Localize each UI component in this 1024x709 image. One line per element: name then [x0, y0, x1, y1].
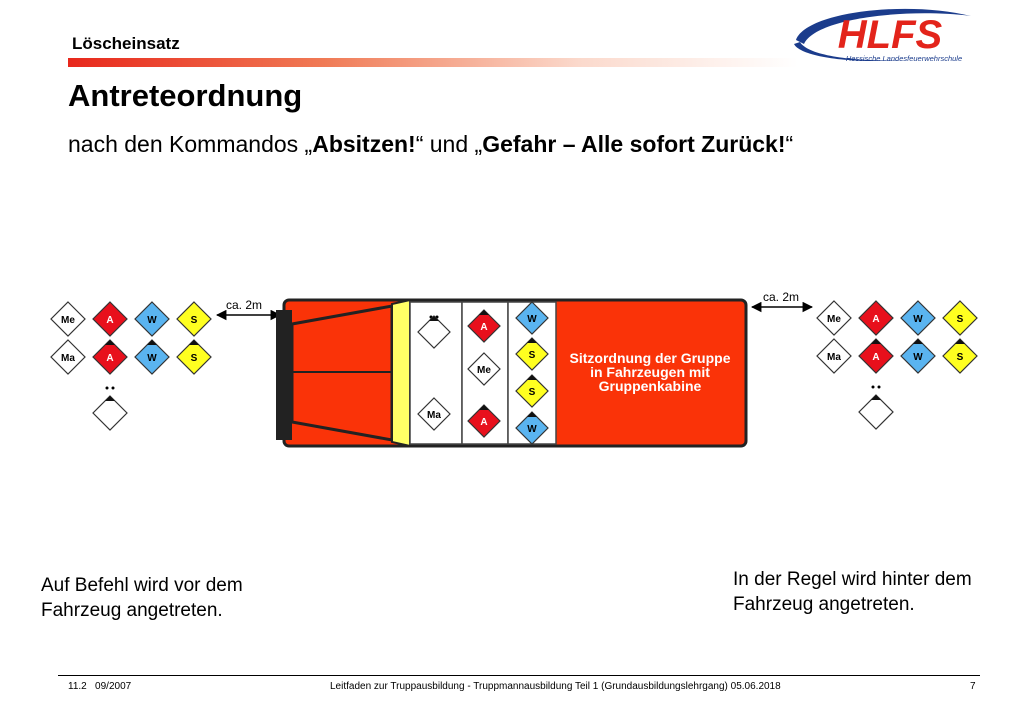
formation-diagram	[0, 280, 1024, 460]
header-gradient-bar	[68, 58, 798, 67]
seat-right-3-label: W	[527, 424, 537, 435]
seat-mid-2-label: A	[480, 417, 488, 428]
front-r0-W	[135, 302, 169, 336]
rear-leader-dot-0	[872, 386, 875, 389]
rear-r1-S-label: S	[956, 352, 964, 363]
rear-r1-Ma-label: Ma	[827, 352, 841, 363]
front-r0-S	[177, 302, 211, 336]
rear-r1-S	[943, 339, 977, 373]
subtitle-prefix: nach den Kommandos „	[68, 131, 313, 157]
vehicle	[276, 300, 746, 446]
note-rear: In der Regel wird hinter dem Fahrzeug angetreten.	[733, 569, 972, 615]
footer-chapter-date: 11.2 09/2007	[68, 681, 132, 692]
rear-r1-W	[901, 339, 935, 373]
distance-label-rear: ca. 2m	[763, 290, 800, 304]
subtitle-command-1: Absitzen!	[312, 131, 416, 157]
logo-subtext: Hessische Landesfeuerwehrschule	[845, 54, 963, 63]
front-r0-Me-label: Me	[61, 315, 75, 326]
rear-r1-A-label: A	[872, 352, 880, 363]
cabin-label-line2: in Fahrzeugen mit	[590, 364, 710, 380]
front-r0-S-label: S	[190, 315, 198, 326]
front-r1-S	[177, 340, 211, 374]
seat-right-0-label: W	[527, 314, 537, 325]
seat-right-2-label: S	[528, 387, 536, 398]
distance-label-front: ca. 2m	[226, 298, 263, 312]
slide-subtitle	[68, 131, 793, 158]
rear-r0-Me	[817, 301, 851, 335]
rear-leader-icon	[859, 395, 893, 429]
rear-r1-A	[859, 339, 893, 373]
formation-front	[51, 302, 211, 430]
windshield	[392, 300, 410, 446]
seat-mid-0-label: A	[480, 322, 488, 333]
footer-page-number: 7	[970, 681, 976, 692]
rear-r0-A	[859, 301, 893, 335]
vehicle-bumper	[276, 310, 292, 440]
rear-r0-W-label: W	[913, 314, 923, 325]
front-r1-Ma	[51, 340, 85, 374]
footer-title: Leitfaden zur Truppausbildung - Truppmannausbildung Teil 1 (Grundausbildungslehrgang) 05.06.2018	[330, 681, 781, 692]
seat-mid-1-label: Me	[477, 365, 491, 376]
front-r1-A-label: A	[106, 353, 114, 364]
logo-text: HLFS	[837, 13, 943, 57]
cabin-label-line3: Gruppenkabine	[598, 378, 702, 394]
seat-left-0-label: Ma	[427, 410, 441, 421]
section-label: Löscheinsatz	[72, 34, 180, 53]
cabin-label-line1: Sitzordnung der Gruppe	[569, 350, 731, 366]
front-leader-dot-1	[112, 387, 115, 390]
front-r1-A	[93, 340, 127, 374]
rear-r1-Ma	[817, 339, 851, 373]
hlfs-logo	[786, 4, 976, 64]
seat-right-1-label: S	[528, 350, 536, 361]
rear-r0-S-label: S	[956, 314, 964, 325]
front-r1-S-label: S	[190, 353, 198, 364]
footer-rule	[58, 675, 980, 676]
front-r0-A	[93, 302, 127, 336]
rear-r0-W	[901, 301, 935, 335]
front-leader-icon	[93, 396, 127, 430]
note-front: Auf Befehl wird vor dem Fahrzeug angetreten.	[41, 575, 243, 621]
rear-r0-S	[943, 301, 977, 335]
front-leader-dot-0	[106, 387, 109, 390]
rear-leader-dot-1	[878, 386, 881, 389]
front-r0-W-label: W	[147, 315, 157, 326]
formation-rear	[817, 301, 977, 429]
subtitle-suffix: “	[785, 131, 794, 157]
front-r1-W-label: W	[147, 353, 157, 364]
slide-title: Antreteordnung	[68, 78, 303, 113]
front-r1-W	[135, 340, 169, 374]
rear-r0-Me-label: Me	[827, 314, 841, 325]
subtitle-middle: “ und „	[415, 131, 483, 157]
front-r0-Me	[51, 302, 85, 336]
rear-r1-W-label: W	[913, 352, 923, 363]
front-r1-Ma-label: Ma	[61, 353, 75, 364]
front-r0-A-label: A	[106, 315, 114, 326]
subtitle-command-2: Gefahr – Alle sofort Zurück!	[482, 131, 786, 157]
rear-r0-A-label: A	[872, 314, 880, 325]
